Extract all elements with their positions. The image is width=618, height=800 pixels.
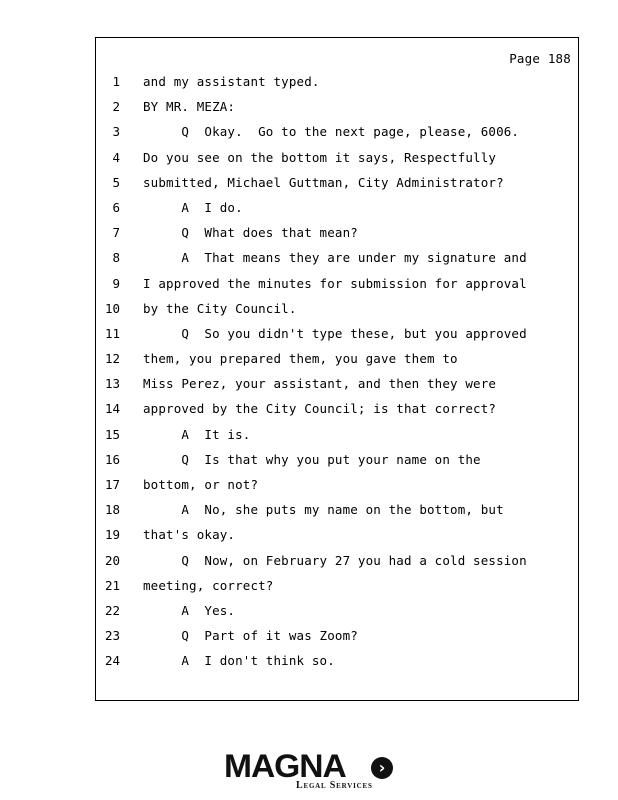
transcript-line (96, 326, 578, 351)
logo-wordmark: MAGNA (224, 748, 346, 784)
line-text: Q Part of it was Zoom? (143, 628, 358, 644)
transcript-line (96, 124, 578, 149)
line-number: 6 (112, 199, 120, 215)
transcript-line (96, 150, 578, 175)
line-text: A Yes. (143, 602, 236, 618)
line-number: 16 (104, 451, 120, 467)
transcript-line (96, 628, 578, 653)
logo-subtitle: Legal Services (296, 780, 373, 791)
transcript-line (96, 553, 578, 578)
line-number: 20 (104, 552, 120, 568)
transcript-lines (96, 74, 578, 679)
line-number: 10 (104, 300, 120, 316)
line-text: Q Now, on February 27 you had a cold session (143, 552, 527, 568)
transcript-line (96, 527, 578, 552)
transcript-line (96, 250, 578, 275)
line-number: 15 (104, 426, 120, 442)
transcript-line (96, 401, 578, 426)
transcript-line (96, 452, 578, 477)
line-text: them, you prepared them, you gave them to (143, 351, 458, 367)
transcript-line (96, 351, 578, 376)
transcript-page (95, 37, 579, 701)
line-text: Do you see on the bottom it says, Respectfully (143, 149, 497, 165)
line-number: 17 (104, 477, 120, 492)
line-number: 7 (112, 225, 120, 241)
transcript-line (96, 74, 578, 99)
line-number: 21 (104, 577, 120, 593)
line-text: bottom, or not? (143, 477, 259, 492)
chevron-right-circle-icon: › (371, 757, 393, 779)
transcript-line (96, 427, 578, 452)
transcript-line (96, 276, 578, 301)
line-text: that's okay. (143, 527, 236, 543)
page-number: Page 188 (509, 51, 571, 66)
transcript-line (96, 99, 578, 124)
line-text: Q What does that mean? (143, 225, 358, 241)
transcript-line (96, 603, 578, 628)
line-number: 8 (112, 250, 120, 266)
line-number: 11 (104, 325, 120, 341)
magna-logo (224, 750, 394, 794)
line-number: 24 (104, 653, 120, 669)
line-text: and my assistant typed. (143, 74, 320, 89)
line-text: A It is. (143, 426, 251, 442)
line-text: A That means they are under my signature and (143, 250, 527, 266)
line-text: Q Okay. Go to the next page, please, 6006. (143, 124, 520, 140)
line-text: I approved the minutes for submission for approval (143, 275, 527, 291)
line-number: 9 (112, 275, 120, 291)
line-number: 14 (104, 401, 120, 417)
line-number: 3 (112, 124, 120, 140)
transcript-line (96, 376, 578, 401)
line-text: Q Is that why you put your name on the (143, 451, 481, 467)
line-text: Q So you didn't type these, but you approved (143, 325, 527, 341)
line-text: meeting, correct? (143, 577, 274, 593)
transcript-line (96, 477, 578, 502)
transcript-line (96, 301, 578, 326)
line-text: A I do. (143, 199, 243, 215)
line-number: 1 (112, 74, 120, 89)
line-text: Miss Perez, your assistant, and then they were (143, 376, 497, 392)
line-number: 22 (104, 602, 120, 618)
line-number: 2 (112, 99, 120, 115)
line-text: approved by the City Council; is that correct? (143, 401, 497, 417)
transcript-line (96, 175, 578, 200)
line-number: 4 (112, 149, 120, 165)
line-number: 19 (104, 527, 120, 543)
transcript-line (96, 502, 578, 527)
transcript-line (96, 225, 578, 250)
transcript-line (96, 200, 578, 225)
transcript-line (96, 578, 578, 603)
line-number: 13 (104, 376, 120, 392)
line-text: submitted, Michael Guttman, City Administrator? (143, 174, 504, 190)
transcript-line (96, 653, 578, 678)
line-text: by the City Council. (143, 300, 297, 316)
line-number: 23 (104, 628, 120, 644)
line-text: BY MR. MEZA: (143, 99, 236, 115)
line-text: A I don't think so. (143, 653, 335, 669)
line-number: 5 (112, 174, 120, 190)
line-number: 12 (104, 351, 120, 367)
line-text: A No, she puts my name on the bottom, but (143, 502, 504, 518)
line-number: 18 (104, 502, 120, 518)
